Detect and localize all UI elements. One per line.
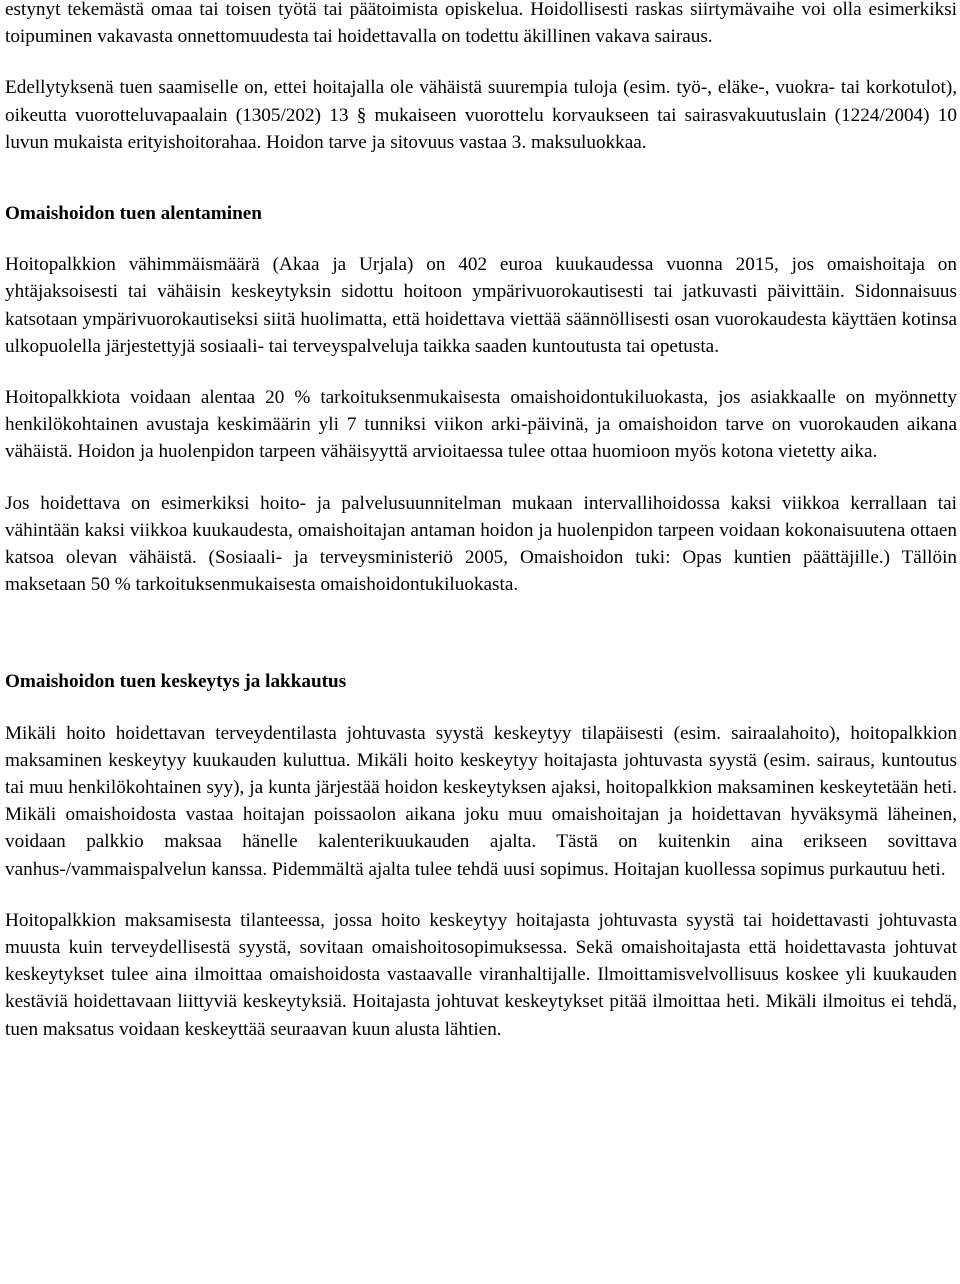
section2-paragraph-1: Mikäli hoito hoidettavan terveydentilasta johtuvasta syystä keskeytyy tilapäisesti (esim. sairaalahoito), hoitopalkkion maksaminen keskeytyy kuukauden kuluttua. Mikäli hoito keskeytyy hoitajasta johtuvasta syystä (esim. sairaus, kuntoutus tai muu henkilökohtainen syy), ja kunta järjestää hoidon keskeytyksen ajaksi, hoitopalkkion maksaminen keskeytetään heti. Mikäli omaishoidosta vastaa hoitajan poissaolon aikana joku muu omaishoitajan ja hoidettavan hyväksymä läheinen, voidaan palkkio maksaa hänelle kalenterikuukauden ajalta. Tästä on kuitenkin aina erikseen sovittava vanhus-/vammaispalvelun kanssa. Pidemmältä ajalta tulee tehdä uusi sopimus. Hoitajan kuollessa sopimus purkautuu heti.: [5, 722, 957, 880]
intro-paragraph-1: estynyt tekemästä omaa tai toisen työtä tai päätoimista opiskelua. Hoidollisesti raskas siirtymävaihe voi olla esimerkiksi toipuminen vakavasta onnettomuudesta tai hoidettavalla on todettu äkillinen vakava sairaus.: [5, 0, 957, 48]
document-page: [5, 0, 957, 1043]
section-heading-keskeytys: Omaishoidon tuen keskeytys ja lakkautus: [5, 671, 347, 693]
section1-paragraph-3: Jos hoidettava on esimerkiksi hoito- ja palvelusuunnitelman mukaan intervallihoidossa kaksi viikkoa kerrallaan tai vähintään kaksi viikkoa kuukaudesta, omaishoitajan antaman hoidon ja huolenpidon tarpeen voidaan kokonaisuutena ottaen katsoa olevan vähäistä. (Sosiaali- ja terveysministeriö 2005, Omaishoidon tuki: Opas kuntien päättäjille.) Tällöin maksetaan 50 % tarkoituksenmukaisesta omaishoidontukiluokasta.: [5, 492, 957, 596]
section1-paragraph-2: Hoitopalkkiota voidaan alentaa 20 % tarkoituksenmukaisesta omaishoidontukiluokasta, jos asiakkaalle on myönnetty henkilökohtainen avustaja keskimäärin yli 7 tunniksi viikon arki-päivinä, ja omaishoidon tarve on vuorokauden aikana vähäistä. Hoidon ja huolenpidon tarpeen vähäisyyttä arvioitaessa tulee ottaa huomioon myös kotona vietetty aika.: [5, 387, 957, 463]
section1-paragraph-1: Hoitopalkkion vähimmäismäärä (Akaa ja Urjala) on 402 euroa kuukaudessa vuonna 2015, jos omaishoitaja on yhtäjaksoisesti tai vähäisin keskeytyksin sidottu hoitoon ympärivuorokautisesti tai jatkuvasti päivittäin. Sidonnaisuus katsotaan ympärivuorokautiseksi siitä huolimatta, että hoidettava viettää säännöllisesti osan vuorokaudesta käyttäen kotinsa ulkopuolella järjestettyjä sosiaali- tai terveyspalveluja taikka saaden kuntoutusta tai opetusta.: [5, 254, 957, 357]
section-heading-alentaminen: Omaishoidon tuen alentaminen: [5, 203, 262, 225]
section2-paragraph-2: Hoitopalkkion maksamisesta tilanteessa, jossa hoito keskeytyy hoitajasta johtuvasta syystä tai hoidettavasti johtuvasta muusta kuin terveydellisestä syystä, sovitaan omaishoitosopimuksessa. Sekä omaishoitajasta että hoidettavasta johtuvat keskeytykset tulee aina ilmoittaa omaishoidosta vastaavalle viranhaltijalle. Ilmoittamisvelvollisuus koskee yli kuukauden kestäviä hoidettavaan liittyviä keskeytyksiä. Hoitajasta johtuvat keskeytykset pitää ilmoittaa heti. Mikäli ilmoitus ei tehdä, tuen maksatus voidaan keskeyttää seuraavan kuun alusta lähtien.: [5, 909, 957, 1040]
intro-paragraph-2: Edellytyksenä tuen saamiselle on, ettei hoitajalla ole vähäistä suurempia tuloja (esim. työ-, eläke-, vuokra- tai korkotulot), oikeutta vuorotteluvapaalain (1305/202) 13 § mukaiseen vuorottelu korvaukseen tai sairasvakuutuslain (1224/2004) 10 luvun mukaista erityishoitorahaa. Hoidon tarve ja sitovuus vastaa 3. maksuluokkaa.: [5, 77, 957, 153]
